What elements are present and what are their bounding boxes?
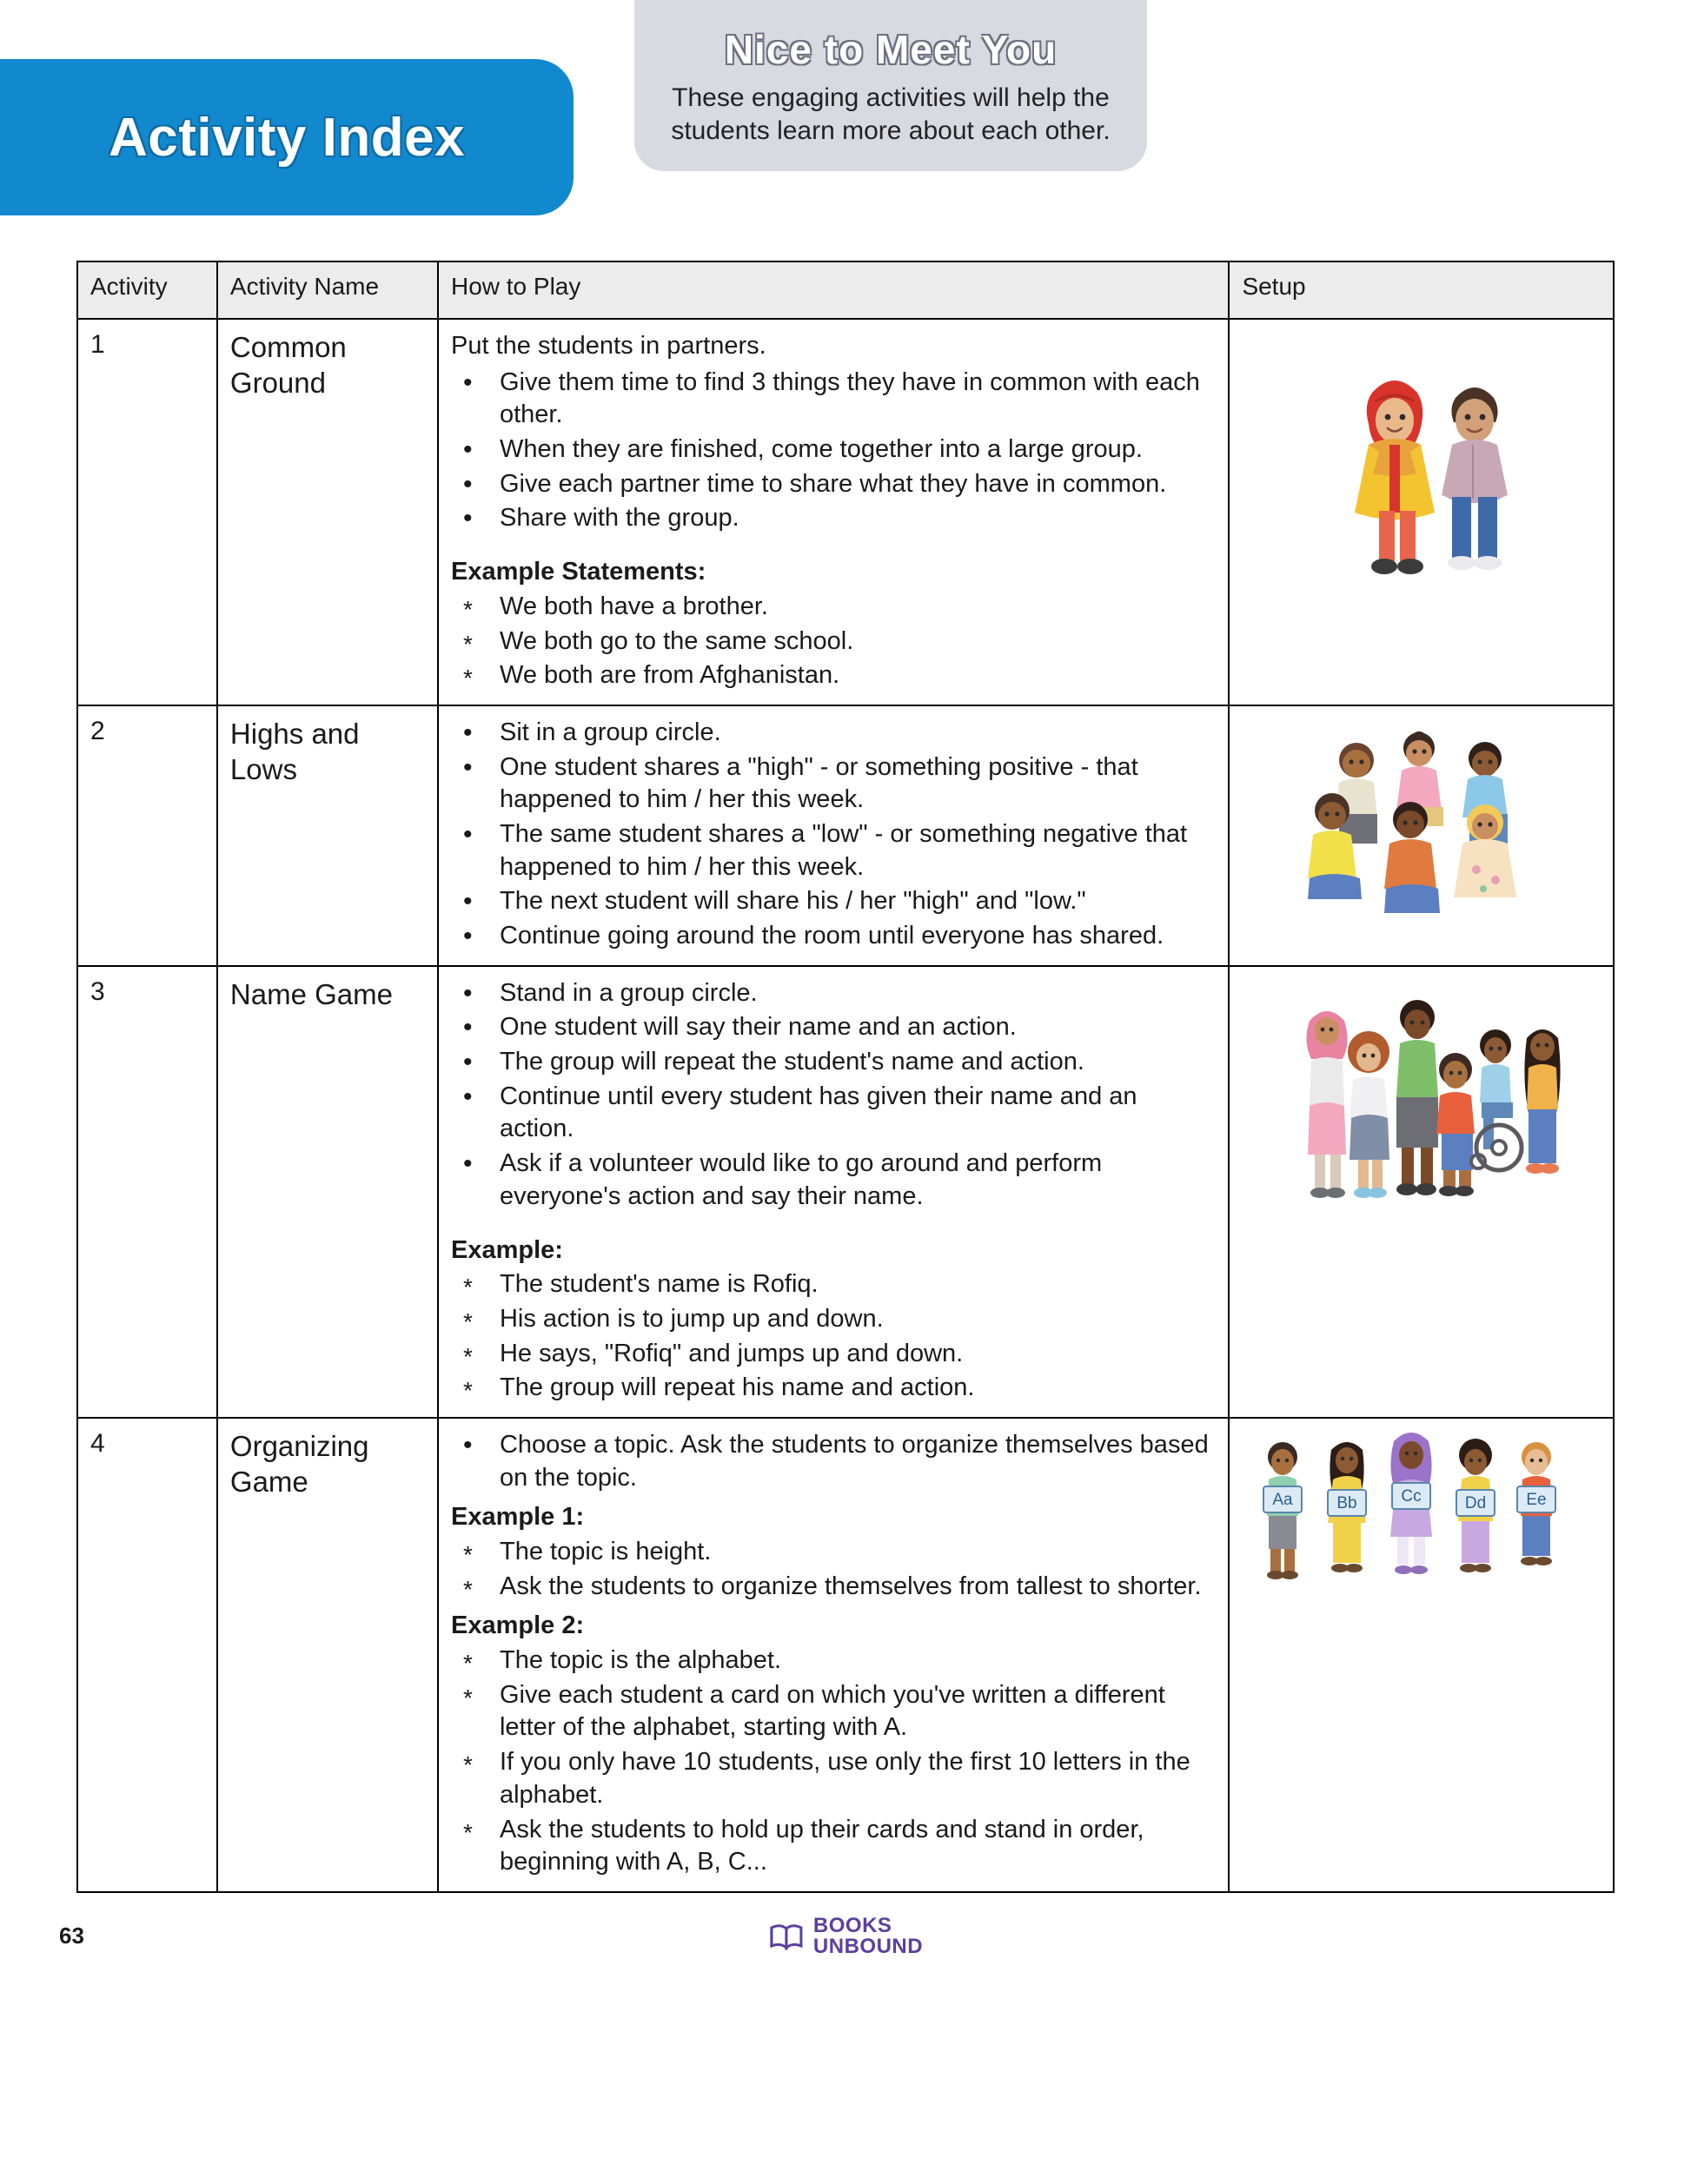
list-item: • Share with the group.	[451, 502, 1216, 535]
activity-number: 3	[77, 966, 217, 1418]
page-header	[0, 0, 1691, 261]
students-holding-letter-cards-illustration	[1248, 1429, 1595, 1612]
list-item: * Give each student a card on which you've written a different letter of the alphabet, starting with A.	[451, 1679, 1216, 1744]
setup-illustration-cell	[1229, 705, 1614, 966]
books-unbound-logo	[768, 1913, 924, 1959]
setup-illustration-cell	[1229, 966, 1614, 1418]
example-heading: Example:	[450, 1235, 563, 1264]
letter-card-label: Dd	[1464, 1493, 1486, 1512]
page-footer	[0, 1893, 1691, 1997]
list-item: • Ask if a volunteer would like to go around and perform everyone's action and say their name.	[451, 1148, 1216, 1213]
activity-index-tab	[0, 59, 574, 215]
list-item: * The topic is the alphabet.	[451, 1645, 1216, 1678]
list-item: • When they are finished, come together into a large group.	[451, 433, 1216, 467]
letter-card-label: Ee	[1526, 1490, 1547, 1509]
example-list	[451, 1268, 1216, 1405]
activity-name: Organizing Game	[217, 1418, 438, 1892]
intro-note-text: These engaging activities will help the students learn more about each other.	[671, 83, 1111, 146]
activity-table	[76, 261, 1615, 1893]
example-list-2	[451, 1645, 1216, 1879]
intro-note-title: Nice to Meet You	[724, 27, 1058, 72]
students-sitting-circle-illustration	[1278, 717, 1565, 934]
list-item: * We both have a brother.	[451, 591, 1216, 624]
example-list-1	[451, 1536, 1216, 1603]
letter-card-label: Bb	[1336, 1493, 1357, 1512]
list-item: • The next student will share his / her "high" and "low."	[451, 885, 1216, 918]
intro-note-box	[634, 0, 1147, 171]
list-item: * Ask the students to hold up their cards and stand in order, beginning with A, B, C...	[451, 1814, 1216, 1879]
list-item: • Stand in a group circle.	[451, 977, 1216, 1010]
example-heading-1: Example 1:	[450, 1503, 585, 1532]
activity-instructions	[438, 705, 1229, 966]
activity-instructions	[438, 319, 1229, 705]
table-header-row	[77, 261, 1614, 319]
activity-number: 4	[77, 1418, 217, 1892]
instruction-bullets	[451, 1429, 1216, 1494]
table-row	[77, 319, 1614, 705]
example-heading-2: Example 2:	[450, 1612, 585, 1640]
list-item: • One student shares a "high" - or something positive - that happened to him / her this week.	[451, 751, 1216, 817]
page-title: Activity Index	[108, 107, 466, 168]
table-row	[77, 966, 1614, 1418]
list-item: * We both are from Afghanistan.	[451, 659, 1216, 692]
list-item: * Ask the students to organize themselves from tallest to shorter.	[451, 1571, 1216, 1604]
list-item: * The topic is height.	[451, 1536, 1216, 1569]
activity-name: Common Ground	[217, 319, 438, 705]
two-students-standing-illustration	[1278, 330, 1565, 617]
letter-card-label: Aa	[1272, 1490, 1293, 1509]
activity-instructions	[438, 1418, 1229, 1892]
list-item: • Choose a topic. Ask the students to organize themselves based on the topic.	[451, 1429, 1216, 1494]
activity-name: Highs and Lows	[217, 705, 438, 966]
open-book-icon	[768, 1921, 805, 1952]
instruction-bullets	[451, 977, 1216, 1214]
list-item: • The same student shares a "low" - or something negative that happened to him / her this week.	[451, 818, 1216, 884]
activity-number: 2	[77, 705, 217, 966]
activity-instructions	[438, 966, 1229, 1418]
list-item: • The group will repeat the student's name and action.	[451, 1046, 1216, 1079]
list-item: • Continue until every student has given their name and an action.	[451, 1081, 1216, 1146]
logo-line-2: UNBOUND	[812, 1935, 924, 1959]
logo-line-1: BOOKS	[812, 1913, 892, 1937]
column-header-activity: Activity	[77, 261, 217, 319]
column-header-setup: Setup	[1229, 261, 1614, 319]
instruction-lead: Put the students in partners.	[450, 332, 766, 360]
list-item: * If you only have 10 students, use only the first 10 letters in the alphabet.	[451, 1746, 1216, 1811]
instruction-bullets	[451, 717, 1216, 953]
list-item: • One student will say their name and an action.	[451, 1011, 1216, 1044]
page-number: 63	[59, 1922, 84, 1949]
instruction-bullets	[451, 367, 1216, 535]
list-item: * The student's name is Rofiq.	[451, 1268, 1216, 1301]
column-header-activity-name: Activity Name	[217, 261, 438, 319]
list-item: * His action is to jump up and down.	[451, 1303, 1216, 1336]
list-item: • Give each partner time to share what they have in common.	[451, 468, 1216, 501]
letter-card-label: Cc	[1401, 1486, 1422, 1506]
setup-illustration-cell	[1229, 319, 1614, 705]
column-header-how-to-play: How to Play	[438, 261, 1229, 319]
table-row	[77, 705, 1614, 966]
list-item: • Sit in a group circle.	[451, 717, 1216, 750]
students-standing-circle-illustration	[1278, 977, 1565, 1229]
list-item: * The group will repeat his name and action.	[451, 1372, 1216, 1405]
table-row	[77, 1418, 1614, 1892]
list-item: • Continue going around the room until everyone has shared.	[451, 920, 1216, 953]
example-list	[451, 591, 1216, 692]
example-heading: Example Statements:	[450, 558, 706, 586]
activity-number: 1	[77, 319, 217, 705]
list-item: * We both go to the same school.	[451, 625, 1216, 659]
list-item: • Give them time to find 3 things they have in common with each other.	[451, 367, 1216, 432]
activity-table-wrapper	[0, 261, 1691, 1893]
activity-name: Name Game	[217, 966, 438, 1418]
setup-illustration-cell	[1229, 1418, 1614, 1892]
list-item: * He says, "Rofiq" and jumps up and down.	[451, 1338, 1216, 1371]
